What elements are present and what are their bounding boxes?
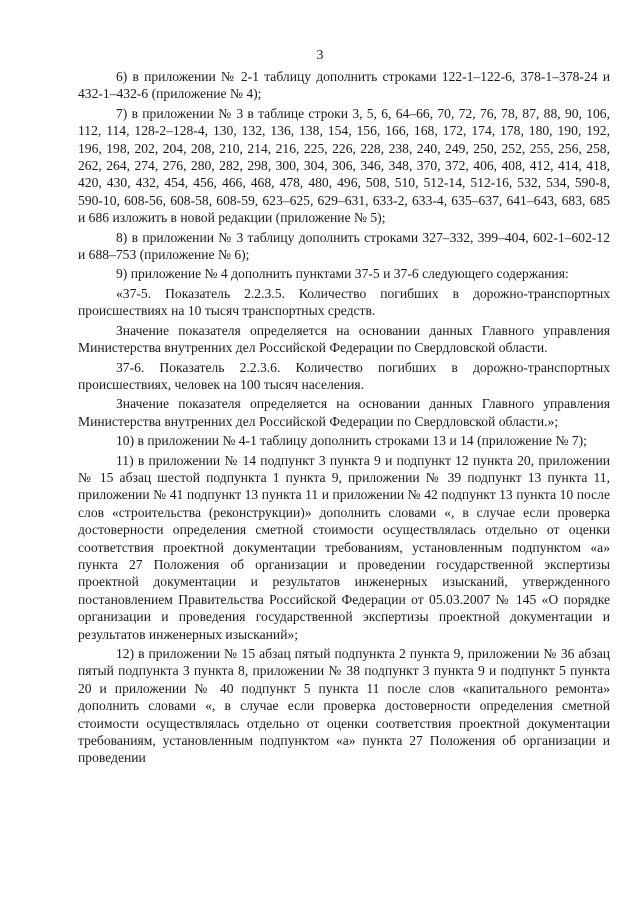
paragraph-indicator-37-6: 37-6. Показатель 2.2.3.6. Количество погибших в дорожно-транспортных происшествиях, человек на 100 тысяч населения. [78,359,610,392]
page-number: 3 [316,48,324,63]
paragraph-item-6: 6) в приложении № 2-1 таблицу дополнить строками 122-1–122-6, 378-1–378-24 и 432-1–432-6 (приложение № 4); [78,69,610,102]
paragraph-item-8: 8) в приложении № 3 таблицу дополнить строками 327–332, 399–404, 602-1–602-12 и 688–753 (приложение № 6); [78,229,610,263]
paragraph-indicator-37-5-value: Значение показателя определяется на основании данных Главного управления Министерства внутренних дел Российской Федерации по Свердловской области. [78,322,610,356]
paragraph-indicator-37-5: «37-5. Показатель 2.2.3.5. Количество погибших в дорожно-транспортных происшествиях на 10 тысяч транспортных средств. [78,285,610,319]
paragraph-item-9: 9) приложение № 4 дополнить пунктами 37-5 и 37-6 следующего содержания: [116,266,569,282]
document-body [78,68,610,768]
paragraph-indicator-37-6-value: Значение показателя определяется на основании данных Главного управления Министерства внутренних дел Российской Федерации по Свердловской области.»; [78,396,610,429]
paragraph-item-10: 10) в приложении № 4-1 таблицу дополнить строками 13 и 14 (приложение № 7); [116,433,587,449]
paragraph-item-12: 12) в приложении № 15 абзац пятый подпункта 2 пункта 9, приложении № 36 абзац пятый подпункта 3 пункта 8, приложении № 38 подпункт 3 пункта 9 и подпункт 5 пункта 20 и приложении № 40 подпункт 5 пункта 11 после слов «капитального ремонта» дополнить словами «, в случае если проверка достоверности определения сметной стоимости осуществлялась отдельно от оценки соответствия проектной документации требованиям, установленным подпунктом «а» пункта 27 Положения об организации и проведении [78,646,610,766]
paragraph-item-7: 7) в приложении № 3 в таблице строки 3, 5, 6, 64–66, 70, 72, 76, 78, 87, 88, 90, 106, 112, 114, 128-2–128-4, 130, 132, 136, 138, 154, 156, 166, 168, 172, 174, 178, 180, 190, 192, 196, 198, 202, 204, 208, 210, 214, 216, 225, 226, 228, 238, 240, 249, 250, 252, 255, 256, 258, 262, 264, 274, 276, 280, 282, 298, 300, 304, 306, 346, 348, 370, 372, 406, 408, 412, 414, 418, 420, 430, 432, 454, 456, 466, 468, 478, 480, 496, 508, 510, 512-14, 512-16, 532, 534, 590-8, 590-10, 608-56, 608-58, 608-59, 623–625, 629–631, 633-2, 633-4, 635–637, 641–643, 683, 685 и 686 изложить в новой редакции (приложение № 5); [78,105,610,226]
paragraph-item-11: 11) в приложении № 14 подпункт 3 пункта 9 и подпункт 12 пункта 20, приложении № 15 абзац шестой подпункта 1 пункта 9, приложении № 39 подпункт 13 пункта 11, приложении № 41 подпункт 13 пункта 11 и приложении № 42 подпункт 13 пункта 10 после слов «строительства (реконструкции)» дополнить словами «, в случае если проверка достоверности определения сметной стоимости осуществлялась отдельно от оценки соответствия проектной документации требованиям, установленным подпунктом «а» пункта 27 Положения об организации и проведении государственной экспертизы проектной документации и результатов инженерных изысканий, утвержденного постановлением Правительства Российской Федерации от 05.03.2007 № 145 «О порядке организации и проведения государственной экспертизы проектной документации и результатов инженерных изысканий»; [78,452,610,642]
